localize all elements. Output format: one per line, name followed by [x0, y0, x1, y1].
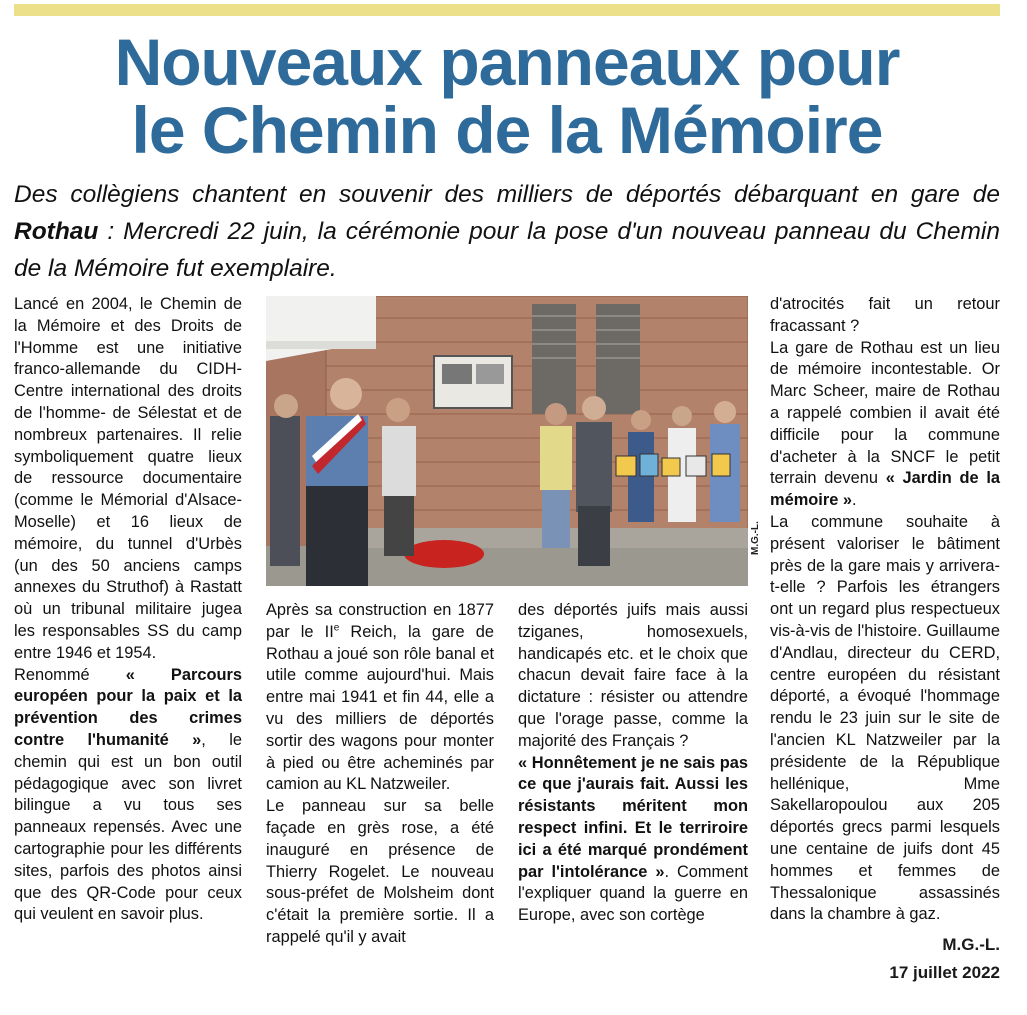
- photo-credit: M.G.-L.: [750, 521, 761, 555]
- col1-paragraph-1: Lancé en 2004, le Chemin de la Mémoire et des Droits de l'Homme est une initiative franco-allemande du CIDH-Centre international des droits de l'homme- de Sélestat et de nombreux partenaires. Il relie symboliquement quatre lieux de ressource documentaire (comme le Mémorial d'Alsace-Moselle) et 16 lieux de mémoire, du tunnel d'Urbès (un des 50 anciens camps annexes du Struthof) à Rastatt où un tribunal militaire jugea les responsables SS du camp entre 1946 et 1954.: [14, 295, 242, 662]
- ceremony-photo-illustration: [266, 296, 748, 586]
- col3-p2-end: . Comment l'expliquer quand la guerre en Europe, avec son cortège: [518, 862, 748, 925]
- col4-paragraph-1: d'atrocités fait un retour fracassant ?: [770, 295, 1000, 335]
- col2-paragraph-2: Le panneau sur sa belle façade en grès rose, a été inauguré en présence de Thierry Rogelet. Le nouveau sous-préfet de Molsheim dont c'était la première sortie. Il a rappelé qu'il y avait: [266, 797, 494, 946]
- subheadline-text-start: Des collègiens chantent en souvenir des milliers de déportés débarquant en gare de: [14, 181, 1000, 208]
- headline: [14, 25, 1000, 167]
- col2-p1-start: Après sa construction en 1877 par le II: [266, 601, 494, 641]
- col1-p2-start: Renommé: [14, 665, 126, 684]
- col3-paragraph-2: [518, 753, 748, 927]
- col4-paragraph-2: [770, 338, 1000, 512]
- top-accent-bar: [14, 4, 1000, 16]
- subheadline-text-end: : Mercredi 22 juin, la cérémonie pour la pose d'un nouveau panneau du Chemin de la Mémoire fut exemplaire.: [14, 218, 1000, 282]
- col4-p2-end: .: [852, 491, 857, 510]
- col3-paragraph-1: des déportés juifs mais aussi tziganes, homosexuels, handicapés etc. et le choix que chacun devait faire face à la dictature : résister ou attendre que l'orage passe, comme la majorité des Français ?: [518, 601, 748, 750]
- column-4: [770, 294, 1000, 926]
- col2-p1-end: Reich, la gare de Rothau a joué son rôle banal et utile comme aujourd'hui. Mais entre mai 1941 et fin 44, elle a vu des milliers de déportés sortir des wagons pour monter à pied ou être acheminés par camion au KL Natzweiler.: [266, 622, 494, 794]
- col1-p2-end: , le chemin qui est un bon outil pédagogique avec son livret bilingue a vu tous ses panneaux repensés. Avec une cartographie pour les différents sites, parfois des photos ainsi que des QR-Code pour ceux qui veulent en savoir plus.: [14, 730, 242, 924]
- col4-p2-start: La gare de Rothau est un lieu de mémoire incontestable. Or Marc Scheer, maire de Rothau a rappelé combien il avait été difficile pour la commune d'acheter à la SNCF le petit terrain devenu: [770, 338, 1000, 488]
- ceremony-photo: [266, 296, 748, 586]
- col1-paragraph-2: [14, 665, 242, 927]
- author-signature: M.G.-L.: [942, 935, 1000, 954]
- column-2: [266, 600, 494, 949]
- headline-line-2: le Chemin de la Mémoire: [131, 93, 883, 167]
- col4-p2-garden: « Jardin de la mémoire »: [770, 469, 1000, 510]
- subheadline-place: Rothau: [14, 218, 99, 245]
- col2-p1-sup: e: [333, 622, 340, 634]
- col2-paragraph-1: [266, 600, 494, 796]
- publication-date: 17 juillet 2022: [889, 963, 1000, 982]
- subheadline: [14, 176, 1000, 287]
- col3-p2-quote: « Honnêtement je ne sais pas ce que j'aurais fait. Aussi les résistants méritent mon respect infini. Et le terriroire ici a été marqué prondément par l'intolérance »: [518, 753, 748, 881]
- headline-line-1: Nouveaux panneaux pour: [114, 25, 900, 99]
- col4-paragraph-3: La commune souhaite à présent valoriser le bâtiment près de la gare mais y arrivera-t-elle ? Parfois les étrangers ont un regard plus respectueux vis-à-vis de l'histoire. Guillaume d'Andlau, directeur du CERD, centre européen du résistant déporté, a évoqué l'hommage rendu le 23 juin sur le site de l'ancien KL Natzweiler par la présidente de la République hellénique, Mme Sakellaropoulou aux 205 déportés grecs parmi lesquels une centaine de juifs dont 45 hommes et femmes de Thessalonique assassinés dans la chambre à gaz.: [770, 512, 1000, 924]
- column-1: [14, 294, 242, 926]
- col1-p2-quote: « Parcours européen pour la paix et la prévention des crimes contre l'humanité »: [14, 665, 242, 749]
- column-3: [518, 600, 748, 927]
